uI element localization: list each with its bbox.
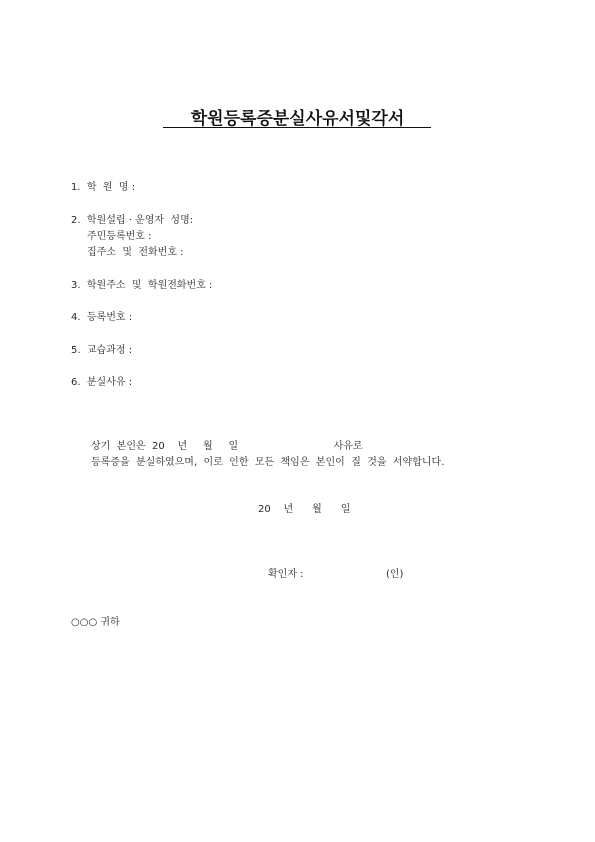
- statement-line-1: 상기 본인은 20 년 월 일 사유로: [91, 441, 363, 452]
- item-course: 5. 교습과정 :: [71, 345, 133, 356]
- document-title: 학원등록증분실사유서및각서: [190, 109, 405, 129]
- item-address-phone: 집주소 및 전화번호 :: [87, 247, 184, 258]
- recipient: ○○○ 귀하: [71, 617, 120, 628]
- confirmer-label: 확인자 :: [268, 569, 304, 580]
- title-underline: [163, 127, 431, 128]
- date-line: 20 년 월 일: [258, 504, 351, 515]
- seal-label: (인): [386, 569, 404, 580]
- item-resident-number: 주민등록번호 :: [87, 231, 152, 242]
- item-operator-name: 2. 학원설립 · 운영자 성명:: [71, 215, 194, 226]
- statement-line-2: 등록증을 분실하였으며, 이로 인한 모든 책임은 본인이 질 것을 서약합니다.: [91, 457, 445, 468]
- item-loss-reason: 6. 분실사유 :: [71, 377, 133, 388]
- item-registration-number: 4. 등록번호 :: [71, 312, 133, 323]
- item-academy-address: 3. 학원주소 및 학원전화번호 :: [71, 280, 213, 291]
- item-academy-name: 1. 학 원 명 :: [71, 182, 136, 193]
